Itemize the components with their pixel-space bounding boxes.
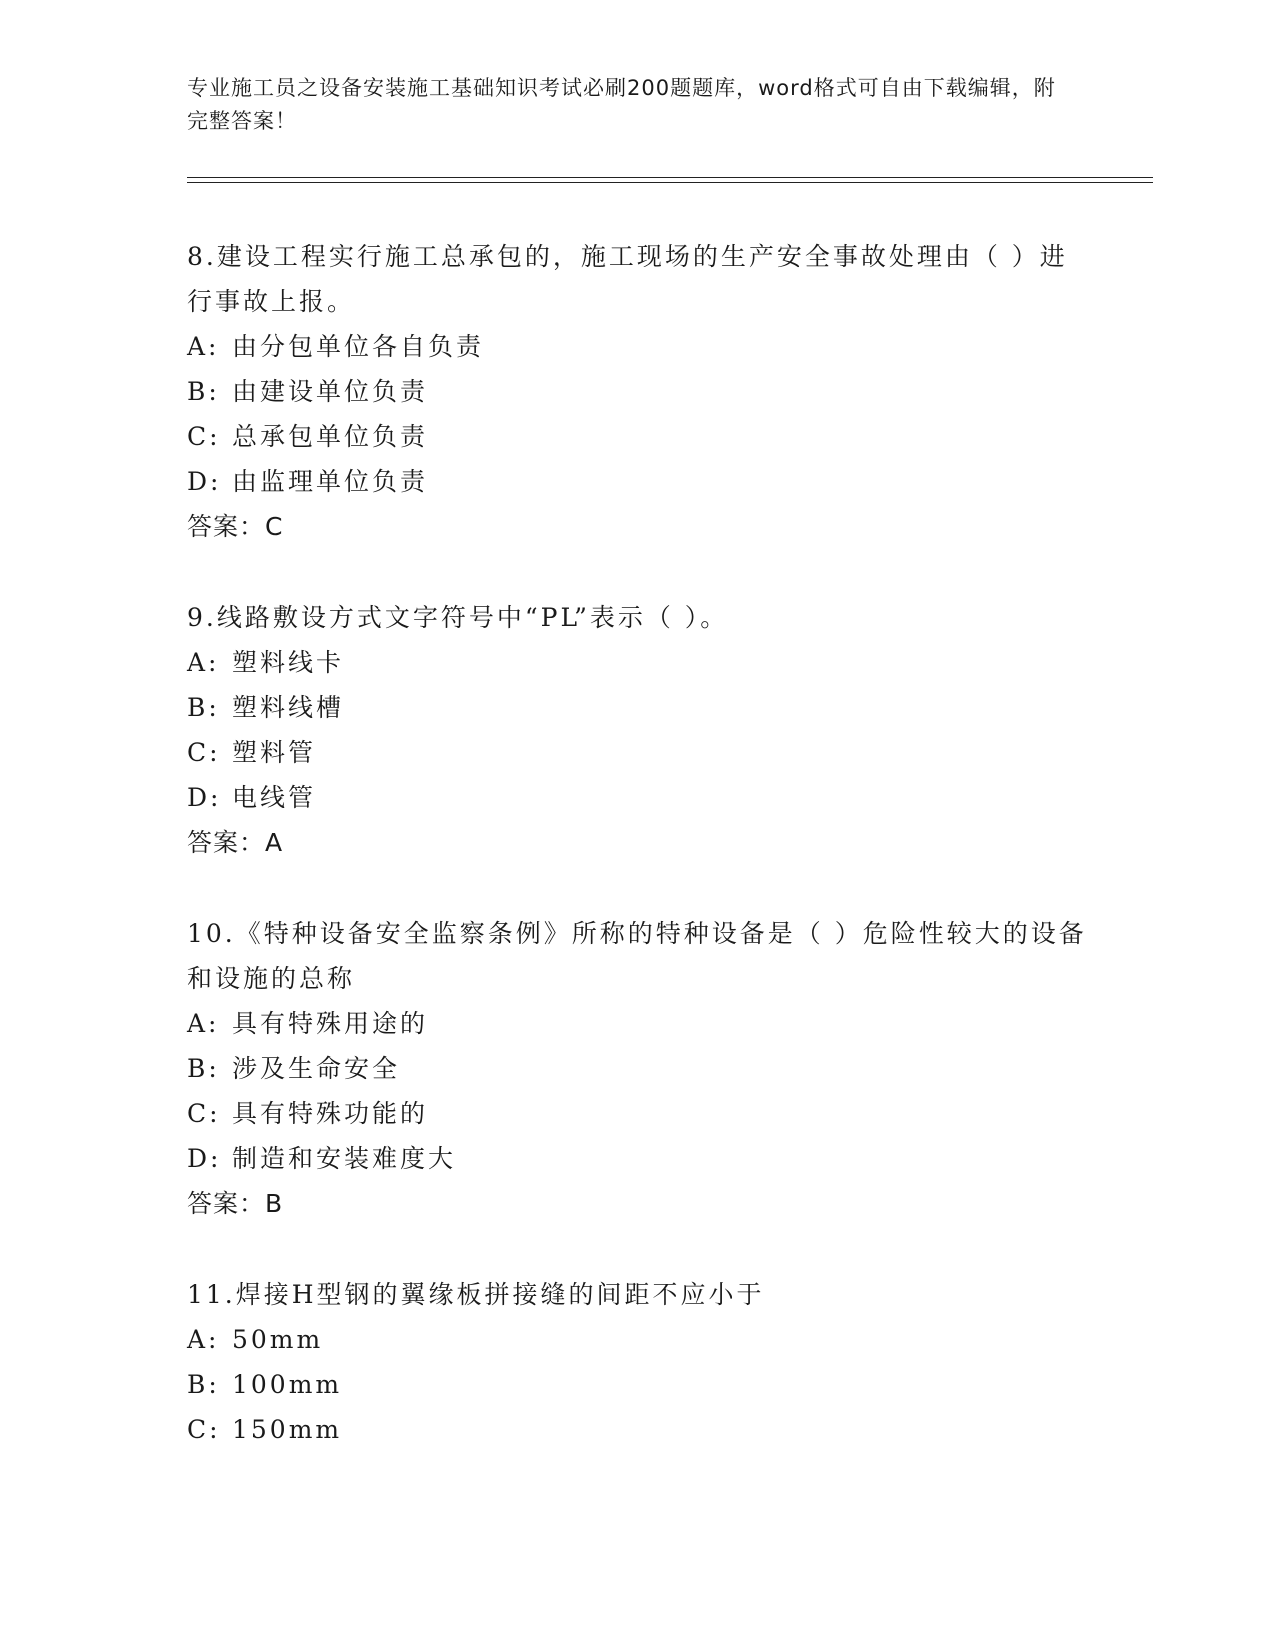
option-key: A: (187, 1325, 220, 1354)
question-stem: 9.线路敷设方式文字符号中“PL”表示（ ）。 (187, 603, 729, 632)
option-text: 电线管 (232, 783, 317, 812)
question-11 (187, 1272, 1087, 1452)
question-10 (187, 911, 1087, 1226)
option-text: 150mm (232, 1415, 343, 1444)
option-key: A: (187, 1009, 220, 1038)
option-key: C: (187, 1415, 221, 1444)
option-text: 50mm (232, 1325, 324, 1354)
option-key: D: (187, 783, 222, 812)
option-text: 塑料线槽 (232, 693, 345, 722)
option-b (187, 369, 1087, 414)
option-text: 塑料线卡 (232, 648, 345, 677)
option-text: 100mm (232, 1370, 343, 1399)
option-key: C: (187, 1099, 221, 1128)
option-key: B: (187, 377, 220, 406)
option-c (187, 730, 1087, 775)
option-key: D: (187, 467, 222, 496)
question-stem: 11.焊接H型钢的翼缘板拼接缝的间距不应小于 (187, 1280, 765, 1309)
question-9 (187, 595, 1087, 865)
option-text: 具有特殊功能的 (232, 1099, 429, 1128)
answer-line: 答案：A (187, 828, 284, 857)
option-key: A: (187, 648, 220, 677)
option-text: 由监理单位负责 (232, 467, 429, 496)
option-text: 由建设单位负责 (232, 377, 429, 406)
option-text: 具有特殊用途的 (232, 1009, 429, 1038)
question-8 (187, 234, 1087, 549)
option-c (187, 1407, 1087, 1452)
option-key: B: (187, 1370, 220, 1399)
option-d (187, 459, 1087, 504)
option-a (187, 1317, 1087, 1362)
option-c (187, 414, 1087, 459)
question-list (187, 234, 1087, 1498)
option-a (187, 1001, 1087, 1046)
option-a (187, 640, 1087, 685)
document-header (187, 72, 1067, 138)
option-d (187, 1136, 1087, 1181)
option-key: D: (187, 1144, 222, 1173)
option-key: B: (187, 1054, 220, 1083)
header-divider-top (187, 177, 1153, 178)
option-text: 塑料管 (232, 738, 317, 767)
option-text: 制造和安装难度大 (232, 1144, 457, 1173)
question-stem: 10.《特种设备安全监察条例》所称的特种设备是（ ）危险性较大的设备和设施的总称 (187, 919, 1087, 993)
option-text: 涉及生命安全 (232, 1054, 401, 1083)
option-b (187, 1046, 1087, 1091)
document-title: 专业施工员之设备安装施工基础知识考试必刷200题题库，word格式可自由下载编辑，附完整答案！ (187, 76, 1056, 133)
answer-line: 答案：C (187, 512, 284, 541)
answer-line: 答案：B (187, 1189, 284, 1218)
option-c (187, 1091, 1087, 1136)
option-d (187, 775, 1087, 820)
option-text: 由分包单位各自负责 (232, 332, 485, 361)
option-b (187, 1362, 1087, 1407)
option-key: A: (187, 332, 220, 361)
option-text: 总承包单位负责 (232, 422, 429, 451)
option-b (187, 685, 1087, 730)
header-divider-bottom (187, 182, 1153, 183)
option-key: B: (187, 693, 220, 722)
question-stem: 8.建设工程实行施工总承包的，施工现场的生产安全事故处理由（ ）进行事故上报。 (187, 242, 1068, 316)
option-key: C: (187, 422, 221, 451)
option-a (187, 324, 1087, 369)
option-key: C: (187, 738, 221, 767)
